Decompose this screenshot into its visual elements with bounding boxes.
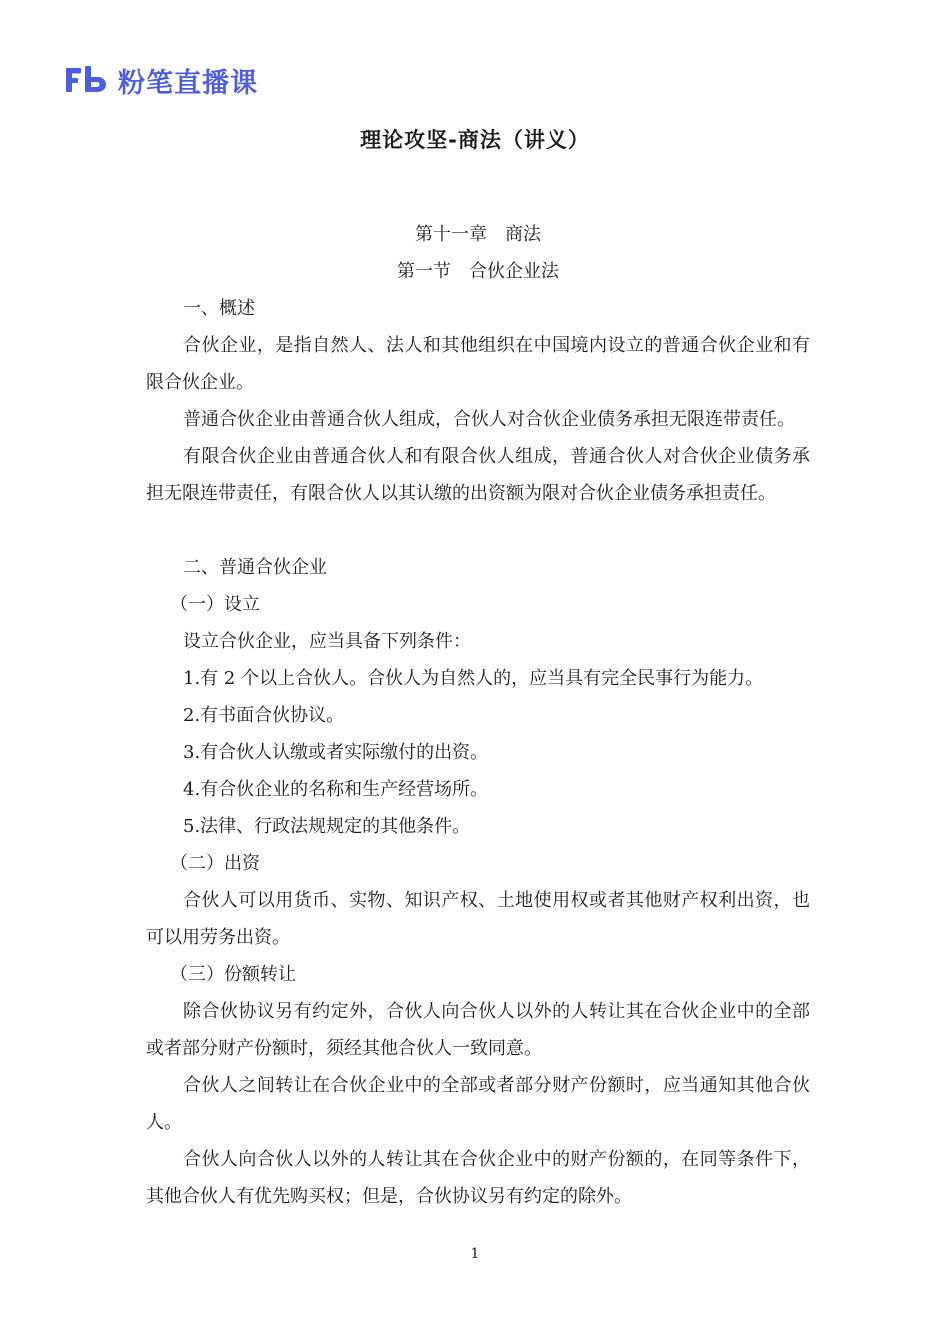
condition-item: 2.有书面合伙协议。 [183, 705, 345, 726]
subheading-setup: （一）设立 [170, 594, 260, 615]
brand-name: 粉笔直播课 [118, 67, 258, 99]
section-heading: 第一节 合伙企业法 [397, 261, 559, 282]
subheading-transfer: （三）份额转让 [170, 964, 296, 985]
document-body [146, 216, 810, 1215]
heading-overview: 一、概述 [183, 298, 255, 319]
heading-general-partnership: 二、普通合伙企业 [183, 557, 327, 578]
paragraph-transfer-2: 合伙人之间转让在合伙企业中的全部或者部分财产份额时，应当通知其他合伙人。 [146, 1075, 810, 1133]
paragraph-overview-2: 普通合伙企业由普通合伙人组成，合伙人对合伙企业债务承担无限连带责任。 [183, 409, 795, 430]
paragraph-transfer-3: 合伙人向合伙人以外的人转让其在合伙企业中的财产份额的，在同等条件下，其他合伙人有优先购买权；但是，合伙协议另有约定的除外。 [146, 1149, 810, 1207]
chapter-heading: 第十一章 商法 [415, 224, 541, 245]
brand-logo [66, 60, 258, 100]
paragraph-contribution: 合伙人可以用货币、实物、知识产权、土地使用权或者其他财产权利出资，也可以用劳务出资。 [146, 890, 810, 948]
blank-line [146, 512, 810, 549]
fb-logo-icon [66, 66, 110, 94]
page-number: 1 [470, 1246, 480, 1262]
paragraph-transfer-1: 除合伙协议另有约定外，合伙人向合伙人以外的人转让其在合伙企业中的全部或者部分财产份额时，须经其他合伙人一致同意。 [146, 1001, 810, 1059]
condition-item: 3.有合伙人认缴或者实际缴付的出资。 [183, 742, 489, 763]
condition-item: 4.有合伙企业的名称和生产经营场所。 [183, 779, 489, 800]
paragraph-setup-intro: 设立合伙企业，应当具备下列条件： [183, 631, 471, 652]
condition-item: 5.法律、行政法规规定的其他条件。 [183, 816, 471, 837]
subheading-contribution: （二）出资 [170, 853, 260, 874]
paragraph-overview-3: 有限合伙企业由普通合伙人和有限合伙人组成，普通合伙人对合伙企业债务承担无限连带责任，有限合伙人以其认缴的出资额为限对合伙企业债务承担责任。 [146, 446, 810, 504]
condition-item: 1.有 2 个以上合伙人。合伙人为自然人的，应当具有完全民事行为能力。 [183, 668, 764, 689]
paragraph-overview-1: 合伙企业，是指自然人、法人和其他组织在中国境内设立的普通合伙企业和有限合伙企业。 [146, 335, 810, 393]
document-title: 理论攻坚-商法（讲义） [360, 128, 590, 152]
